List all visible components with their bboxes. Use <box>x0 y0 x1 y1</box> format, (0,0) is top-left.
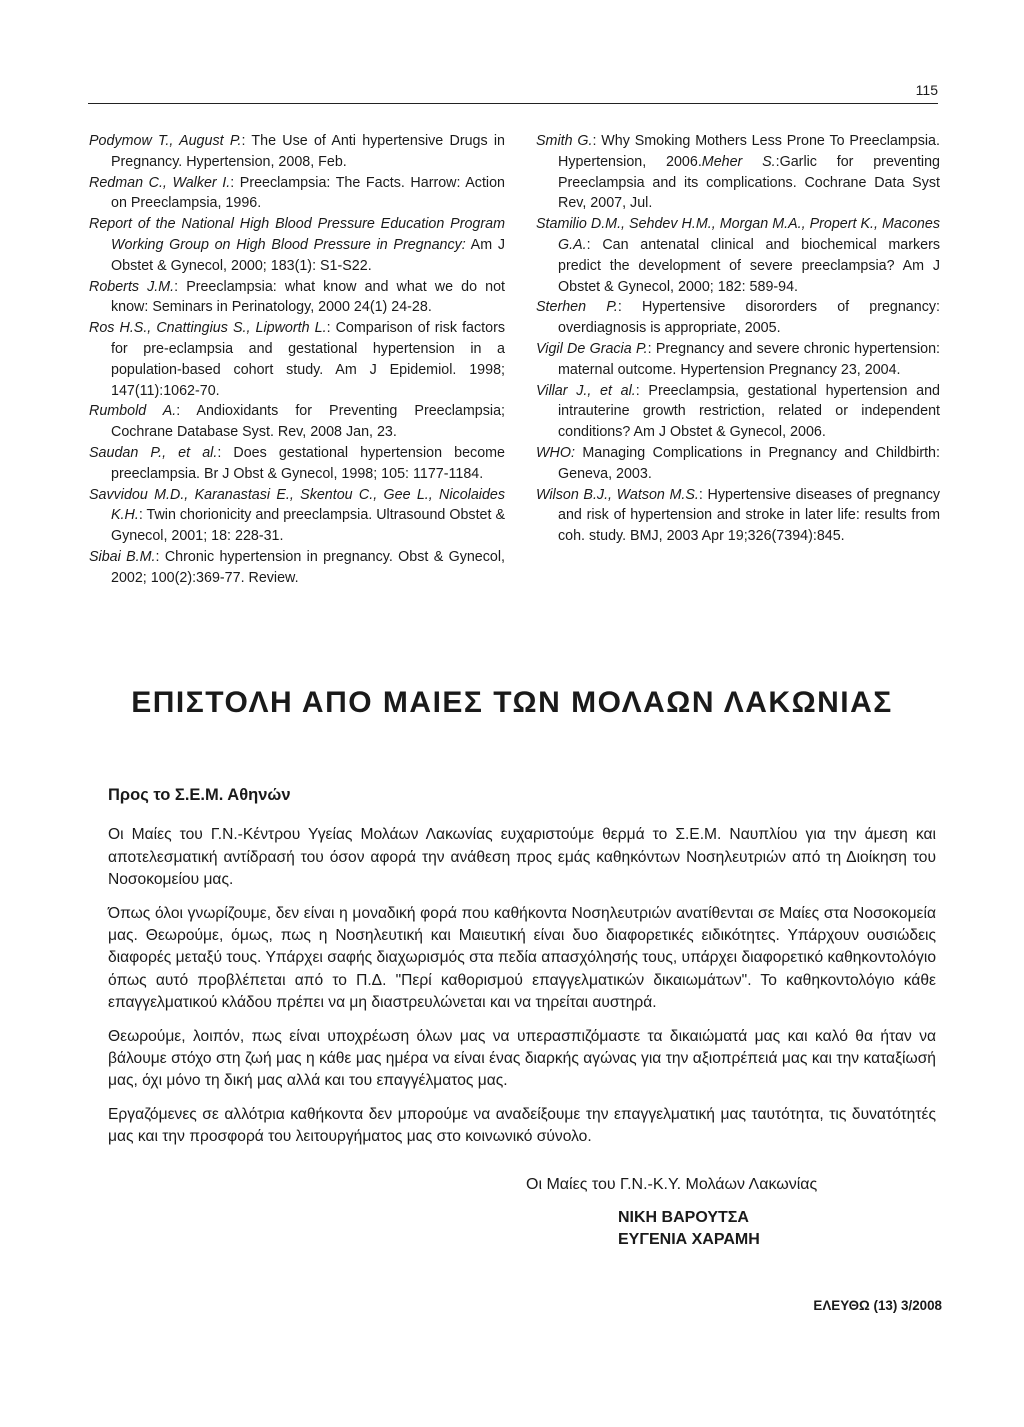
letter-paragraph: Όπως όλοι γνωρίζουμε, δεν είναι η μοναδική φορά που καθήκοντα Νοσηλευτριών ανατίθενται σε Μαίες στα Νοσοκομεία μας. Θεωρούμε, όμως, πως η Νοσηλευτική και Μαιευτική είναι δυο διαφορετικές ειδικότητες. Υπάρχουν ουσιώδεις διαφορές μεταξύ τους. Υπάρχει σαφής διαχωρισμός στα πεδία απασχόλησής τους, υπάρχει διαφορετικό καθηκοντολόγιο όπως αυτό προβλέπεται από το Π.Δ. "Περί καθορισμού επαγγελματικών δικαιωμάτων". Το καθηκοντολόγιο κάθε επαγγελματικού κλάδου πρέπει να μη διαστρευλώνεται και να τηρείται αυστηρά. <box>108 904 936 1012</box>
signatory-name: ΕΥΓΕΝΙΑ ΧΑΡΑΜΗ <box>618 1231 760 1248</box>
journal-footer: ΕΛΕΥΘΩ (13) 3/2008 <box>813 1298 942 1313</box>
letter-signature <box>526 1174 926 1251</box>
reference-text: : Pregnancy and severe chronic hypertension: maternal outcome. Hypertension Pregnancy 23, 2004. <box>558 340 940 378</box>
reference-entry <box>536 443 940 485</box>
reference-text: : Hypertensive disororders of pregnancy: overdiagnosis is appropriate, 2005. <box>558 299 940 337</box>
reference-authors: Rumbold A. <box>89 403 177 420</box>
reference-authors: Podymow T., August P. <box>89 133 242 149</box>
reference-text: : The Use of Anti hypertensive Drugs in Pregnancy. Hypertension, 2008, Feb. <box>111 133 505 170</box>
reference-authors: Savvidou M.D., Karanastasi E., Skentou C., Gee L., Nicolaides K.H. <box>89 486 505 524</box>
reference-text: : Hypertensive diseases of pregnancy and risk of hypertension and stroke in later life: results from coh. study. BMJ, 2003 Apr 19;326(7394):845. <box>558 486 940 545</box>
letter-paragraph: Εργαζόμενες σε αλλότρια καθήκοντα δεν μπορούμε να αναδείξουμε την επαγγελματική μας ταυτότητα, τις δυνατότητές μας και την προσφορά του λειτουργήματος μας στο κοινωνικό σύνολο. <box>108 1105 936 1146</box>
reference-entry <box>89 443 505 485</box>
reference-text: : Why Smoking Mothers Less Prone To Preeclampsia. Hypertension, 2006. <box>558 133 940 170</box>
references-right-column <box>536 131 940 547</box>
reference-text: : Does gestational hypertension become preeclampsia. Br J Obst & Gynecol, 1998; 105: 1177-1184. <box>111 444 506 482</box>
letter-paragraph: Οι Μαίες του Γ.Ν.-Κέντρου Υγείας Μολάων Λακωνίας ευχαριστούμε θερμά το Σ.Ε.Μ. Ναυπλίου για την άμεση και αποτελεσματική αντίδρασή του όσον αφορά την ανάθεση προς εμάς καθηκόντων Νοσηλευτριών από τη Διοίκηση του Νοσοκομείου μας. <box>108 826 936 889</box>
reference-authors: Roberts J.M. <box>89 278 175 295</box>
header-rule <box>88 103 938 104</box>
reference-entry <box>536 339 940 381</box>
reference-authors: Sterhen P. <box>536 299 618 316</box>
reference-text: Am J Obstet & Gynecol, 2000; 183(1): S1-S22. <box>111 236 505 274</box>
reference-authors: Wilson B.J., Watson M.S. <box>536 486 699 503</box>
reference-entry <box>89 485 505 547</box>
reference-authors: Stamilio D.M., Sehdev H.M., Morgan M.A., Propert K., Macones G.A. <box>536 216 940 253</box>
reference-authors: WHO: <box>536 444 575 461</box>
reference-entry <box>89 547 505 589</box>
reference-authors: Ros H.S., Cnattingius S., Lipworth L. <box>89 320 327 337</box>
letter-salutation: Προς το Σ.Ε.Μ. Αθηνών <box>108 786 291 804</box>
reference-entry <box>536 131 940 214</box>
reference-text: :Garlic for preventing Preeclampsia and its complications. Cochrane Data Syst Rev, 2007, Jul. <box>558 153 940 212</box>
letter-paragraph: Θεωρούμε, λοιπόν, πως είναι υποχρέωση όλων μας να υπερασπιζόμαστε τα δικαιώματά μας και καλό θα ήταν να βάλουμε στόχο στη ζωή μας η κάθε μας ημέρα να είναι ένας διαρκής αγώνας για την αξιοπρέπειά μας και την καταξίωσή μας, όχι μόνο τη δική μας αλλά και του επαγγέλματος μας. <box>108 1027 936 1090</box>
reference-entry <box>89 318 505 401</box>
page-number: 115 <box>915 82 938 98</box>
letter-body <box>108 784 936 1160</box>
reference-text: : Andioxidants for Preventing Preeclampsia; Cochrane Database Syst. Rev, 2008 Jan, 23. <box>111 403 505 441</box>
references-left-column <box>89 131 505 589</box>
reference-text: Managing Complications in Pregnancy and Childbirth: Geneva, 2003. <box>558 444 940 482</box>
reference-text: : Preeclampsia, gestational hypertension and intrauterine growth restriction, related or independent conditions? Am J Obstet & Gynecol, 2006. <box>558 382 940 441</box>
reference-text: : Twin chorionicity and preeclampsia. Ultrasound Obstet & Gynecol, 2001; 18: 228-31. <box>111 507 505 545</box>
reference-text: : Can antenatal clinical and biochemical markers predict the development of severe preeclampsia? Am J Obstet & Gynecol, 2000; 182: 589-94. <box>558 236 940 295</box>
reference-entry <box>536 381 940 443</box>
reference-entry <box>536 214 940 297</box>
signatories <box>526 1207 926 1251</box>
reference-entry <box>536 297 940 339</box>
reference-authors: Vigil De Gracia P. <box>536 340 648 357</box>
reference-authors: Report of the National High Blood Pressure Education Program Working Group on High Blood Pressure in Pregnancy: <box>89 216 505 253</box>
reference-entry <box>89 173 505 215</box>
reference-authors: Villar J., et al. <box>536 382 636 399</box>
reference-authors: Meher S. <box>701 153 776 170</box>
reference-entry <box>536 485 940 547</box>
letter-signoff: Οι Μαίες του Γ.Ν.-Κ.Υ. Μολάων Λακωνίας <box>526 1176 818 1193</box>
reference-text: : Comparison of risk factors for pre-eclampsia and gestational hypertension in a population-based cohort study. Am J Epidemiol. 1998; 147(11):1062-70. <box>111 320 505 399</box>
reference-entry <box>89 401 505 443</box>
signatory-name: ΝΙΚΗ ΒΑΡΟΥΤΣΑ <box>618 1209 749 1226</box>
reference-authors: Redman C., Walker I. <box>89 174 231 191</box>
reference-text: : Preeclampsia: The Facts. Harrow: Action on Preeclampsia, 1996. <box>111 174 505 212</box>
reference-authors: Sibai B.M. <box>89 548 156 565</box>
reference-text: : Chronic hypertension in pregnancy. Obst & Gynecol, 2002; 100(2):369-77. Review. <box>111 548 506 586</box>
reference-authors: Saudan P., et al. <box>89 444 218 461</box>
letter-banner-title: ΕΠΙΣΤΟΛΗ ΑΠΟ ΜΑΙΕΣ ΤΩΝ ΜΟΛΑΩΝ ΛΑΚΩΝΙΑΣ <box>131 686 893 719</box>
reference-entry <box>89 277 505 319</box>
reference-authors: Smith G. <box>536 133 593 149</box>
reference-entry <box>89 214 505 276</box>
reference-text: : Preeclampsia: what know and what we do not know: Seminars in Perinatology, 2000 24(1) 24-28. <box>111 278 505 316</box>
reference-entry <box>89 131 505 173</box>
